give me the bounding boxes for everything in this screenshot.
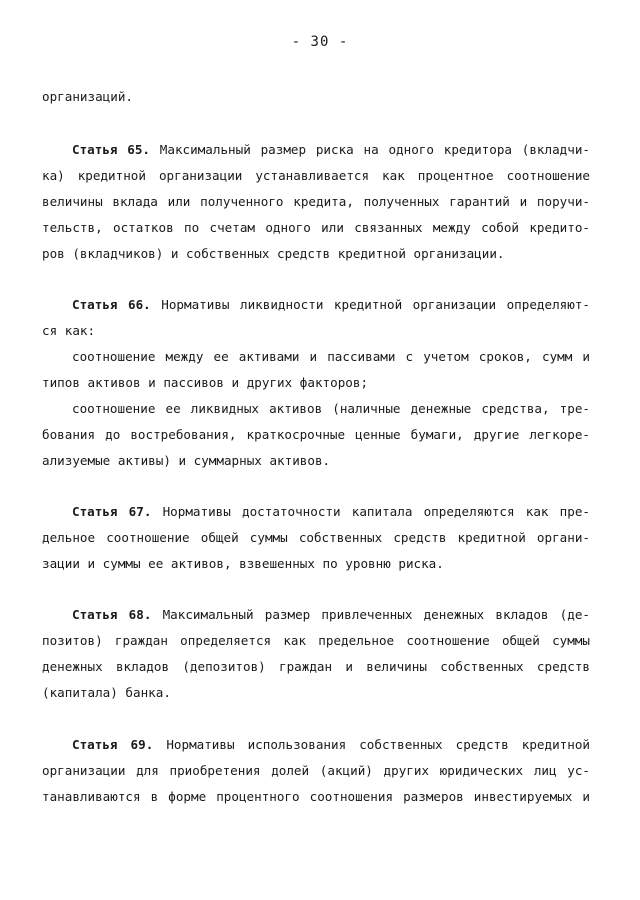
article-65-line-1: Статья 65. Максимальный размер риска на одного кредитора (вкладчи- <box>72 142 590 157</box>
article-66-line-7: ализуемые активы) и суммарных активов. <box>42 453 331 468</box>
page-number: - 30 - <box>291 34 349 50</box>
article-68-line-3: денежных вкладов (депозитов) граждан и величины собственных средств <box>42 659 590 674</box>
article-66-line-2: ся как: <box>42 323 96 338</box>
article-69-line-2: организации для приобретения долей (акций) других юридических лиц ус- <box>42 763 590 778</box>
article-65-lead: Статья 65. <box>72 142 151 157</box>
article-65-line-5: ров (вкладчиков) и собственных средств кредитной организации. <box>42 246 505 261</box>
article-69-line-1: Статья 69. Нормативы использования собственных средств кредитной <box>72 737 590 752</box>
article-67-line-3: зации и суммы ее активов, взвешенных по уровню риска. <box>42 556 444 571</box>
article-66-line-6: бования до востребования, краткосрочные ценные бумаги, другие легкоре- <box>42 427 590 442</box>
article-66-line-3: соотношение между ее активами и пассивами с учетом сроков, сумм и <box>72 349 590 364</box>
article-68-lead: Статья 68. <box>72 607 152 622</box>
article-69-line-3: танавливаются в форме процентного соотношения размеров инвестируемых и <box>42 789 590 804</box>
article-65-line-4: тельств, остатков по счетам одного или связанных между собой кредито- <box>42 220 590 235</box>
article-65-line-2: ка) кредитной организации устанавливается как процентное соотношение <box>42 168 590 183</box>
article-66-lead: Статья 66. <box>72 297 151 312</box>
article-67-line-2: дельное соотношение общей суммы собственных средств кредитной органи- <box>42 530 590 545</box>
article-69-lead: Статья 69. <box>72 737 154 752</box>
article-67-lead: Статья 67. <box>72 504 152 519</box>
article-68-line-1: Статья 68. Максимальный размер привлеченных денежных вкладов (де- <box>72 607 590 622</box>
article-68-line-2: позитов) граждан определяется как предельное соотношение общей суммы <box>42 633 590 648</box>
intro-line: организаций. <box>42 89 133 104</box>
article-67-line-1: Статья 67. Нормативы достаточности капитала определяются как пре- <box>72 504 590 519</box>
article-65-line-3: величины вклада или полученного кредита, полученных гарантий и поручи- <box>42 194 590 209</box>
article-68-line-4: (капитала) банка. <box>42 685 171 700</box>
article-66-line-4: типов активов и пассивов и других факторов; <box>42 375 369 390</box>
article-66-line-1: Статья 66. Нормативы ликвидности кредитной организации определяют- <box>72 297 590 312</box>
article-66-line-5: соотношение ее ликвидных активов (наличные денежные средства, тре- <box>72 401 590 416</box>
